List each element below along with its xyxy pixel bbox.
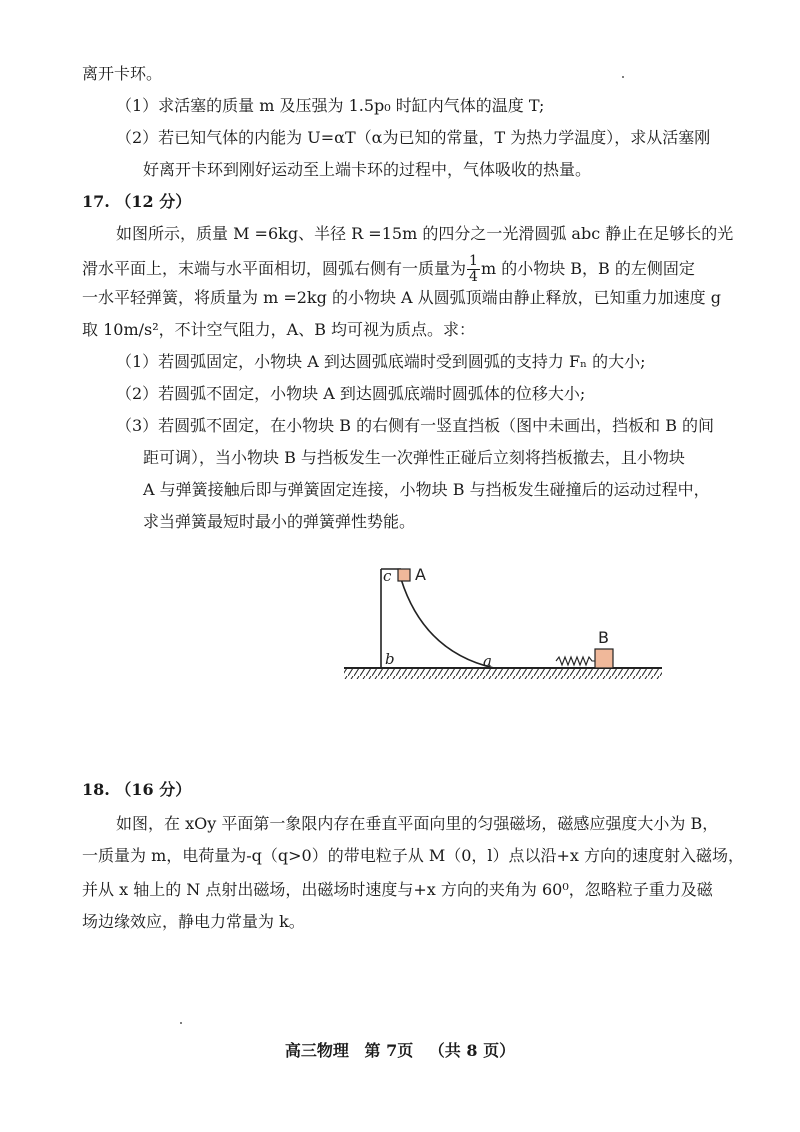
- q17-text-line-2: [82, 252, 695, 286]
- q16-tail-line: 离开卡环。: [82, 64, 163, 83]
- fraction-numerator: 1: [469, 252, 478, 269]
- q18-text-line-3: 并从 x 轴上的 N 点射出磁场，出磁场时速度与+x 方向的夹角为 60⁰，忽略粒子重力及磁: [82, 880, 713, 899]
- q16-part-1: （1）求活塞的质量 m 及压强为 1.5p₀ 时缸内气体的温度 T;: [116, 96, 545, 115]
- page-footer: [0, 1038, 800, 1061]
- q18-text-line-2: 一质量为 m，电荷量为-q（q>0）的带电粒子从 M（0，l）点以沿+x 方向的速度射入磁场，: [82, 846, 745, 865]
- label-a: a: [483, 652, 492, 670]
- q17-text-line-4: 取 10m/s²，不计空气阻力，A、B 均可视为质点。求：: [82, 320, 476, 339]
- block-a: [398, 569, 410, 581]
- one-quarter-fraction: [467, 254, 480, 285]
- scan-speck: [180, 1022, 182, 1024]
- block-b: [595, 649, 613, 668]
- q16-part-2-line-2: 好离开卡环到刚好运动至上端卡环的过程中，气体吸收的热量。: [143, 160, 592, 179]
- label-block-a: A: [415, 565, 426, 584]
- q18-heading: 18. （16 分）: [82, 780, 192, 799]
- q17-part-3-line-1: （3）若圆弧不固定，在小物块 B 的右侧有一竖直挡板（图中未画出，挡板和 B 的间: [116, 416, 715, 435]
- arc-spring-blocks-figure: [336, 556, 672, 688]
- scan-speck: [622, 76, 624, 78]
- fraction-denominator: 4: [469, 268, 478, 285]
- q18-text-line-1: 如图，在 xOy 平面第一象限内存在垂直平面向里的匀强磁场，磁感应强度大小为 B，: [116, 814, 719, 833]
- quarter-circle-arc: [401, 579, 494, 668]
- q17-heading: 17. （12 分）: [82, 192, 192, 211]
- q17-part-3-line-4: 求当弹簧最短时最小的弹簧弹性势能。: [143, 512, 416, 531]
- q17-text-line-2-end: m 的小物块 B，B 的左侧固定: [480, 259, 695, 278]
- ground-hatching: [344, 669, 662, 679]
- label-c: c: [383, 567, 392, 585]
- footer-page-number: 第 7页: [364, 1041, 414, 1060]
- label-block-b: B: [598, 628, 609, 647]
- footer-page-total: （共 8 页）: [428, 1041, 516, 1060]
- q16-part-2-line-1: （2）若已知气体的内能为 U=αT（α为已知的常量，T 为热力学温度），求从活塞刚: [116, 128, 711, 147]
- footer-subject: 高三物理: [284, 1041, 349, 1060]
- label-b: b: [385, 650, 395, 668]
- q18-text-line-4: 场边缘效应，静电力常量为 k。: [82, 912, 305, 931]
- q17-text-line-2-start: 滑水平面上，末端与水平面相切，圆弧右侧有一质量为: [82, 259, 467, 278]
- q17-part-2: （2）若圆弧不固定，小物块 A 到达圆弧底端时圆弧体的位移大小;: [116, 384, 586, 403]
- spring: [556, 657, 595, 665]
- q17-text-line-1: 如图所示，质量 M =6kg、半径 R =15m 的四分之一光滑圆弧 abc 静止在足够长的光: [116, 224, 734, 243]
- q17-part-3-line-2: 距可调），当小物块 B 与挡板发生一次弹性正碰后立刻将挡板撤去，且小物块: [143, 448, 685, 467]
- q17-text-line-3: 一水平轻弹簧，将质量为 m =2kg 的小物块 A 从圆弧顶端由静止释放，已知重力加速度 g: [82, 288, 722, 307]
- q17-part-3-line-3: A 与弹簧接触后即与弹簧固定连接，小物块 B 与挡板发生碰撞后的运动过程中，: [143, 480, 710, 499]
- q17-part-1: （1）若圆弧固定，小物块 A 到达圆弧底端时受到圆弧的支持力 Fₙ 的大小;: [116, 352, 646, 371]
